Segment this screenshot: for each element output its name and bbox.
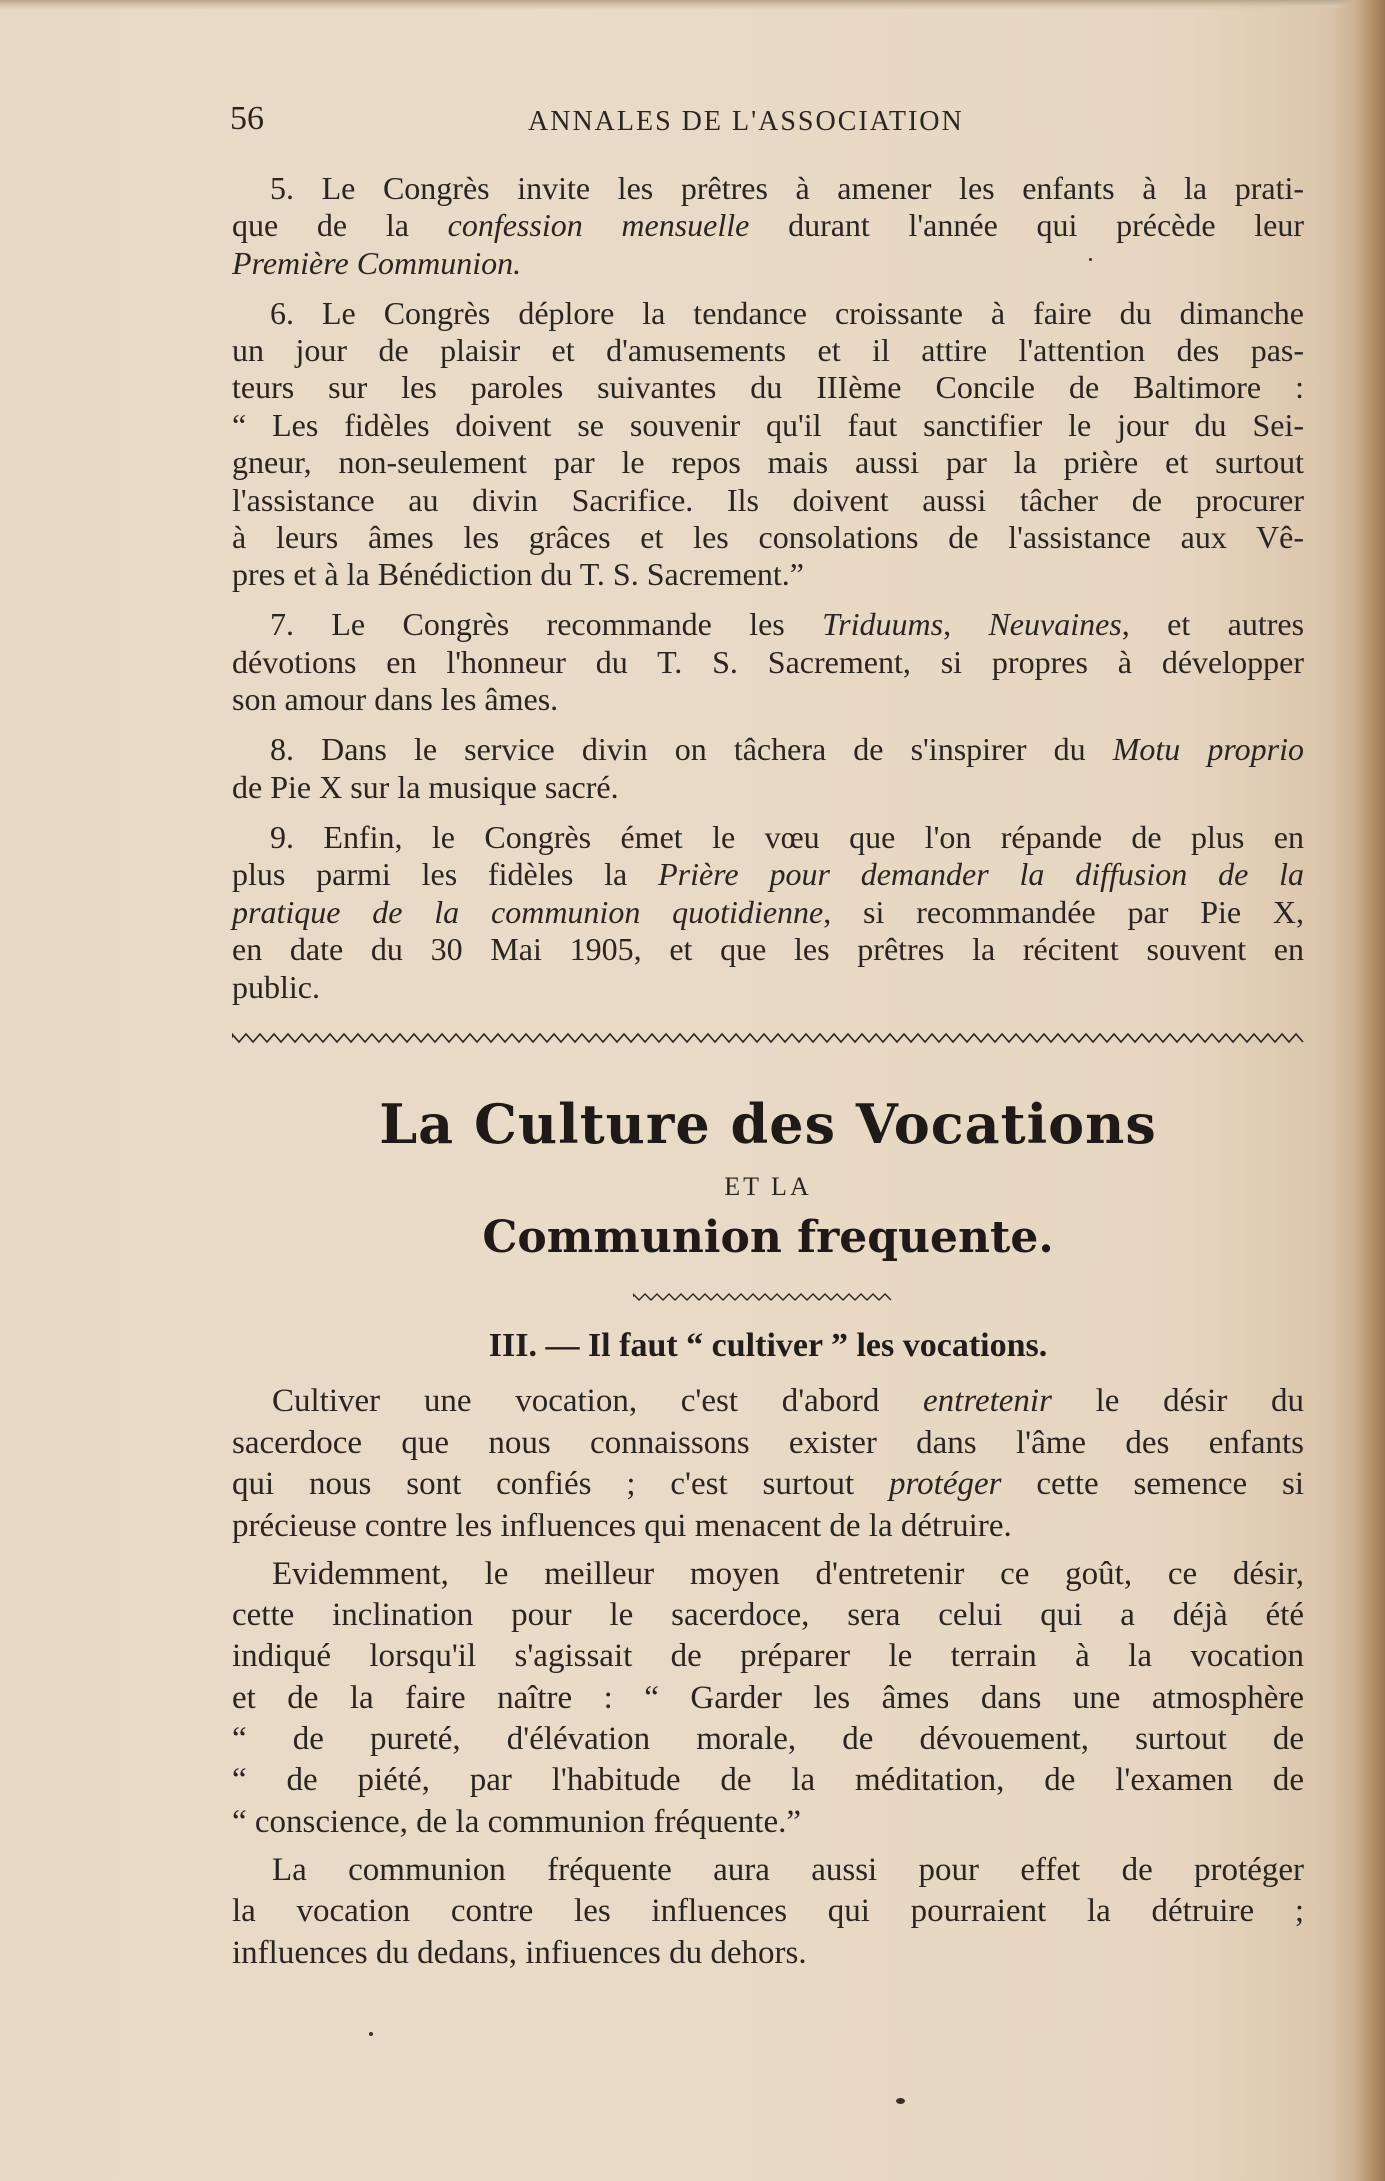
text-line: public. — [232, 969, 320, 1005]
text-line — [232, 1466, 1304, 1502]
text-line — [232, 207, 1304, 243]
text-line: “ conscience, de la communion fréquente.” — [232, 1804, 801, 1840]
text-line: influences du dedans, infiuences du dehors. — [232, 1935, 807, 1971]
italic-run: confession mensuelle — [447, 207, 750, 243]
text-run: qui nous sont confiés ; c'est surtout — [232, 1466, 890, 1502]
text-line: l'assistance au divin Sacrifice. Ils doivent aussi tâcher de procurer — [232, 482, 1304, 518]
text-line: sacerdoce que nous connaissons exister dans l'âme des enfants — [232, 1425, 1304, 1461]
text-run: que de la — [232, 207, 448, 243]
italic-run: Motu proprio — [1112, 731, 1305, 767]
italic-run: Prière pour demander la diffusion de la — [658, 856, 1305, 892]
text-line — [232, 245, 1304, 281]
text-line: en date du 30 Mai 1905, et que les prêtres la récitent souvent en — [232, 931, 1304, 967]
text-line: indiqué lorsqu'il s'agissait de préparer le terrain à la vocation — [232, 1638, 1304, 1674]
ornamental-rule — [232, 1030, 1304, 1046]
ink-speck — [369, 2032, 373, 2036]
text-line: gneur, non-seulement par le repos mais aussi par la prière et surtout — [232, 444, 1304, 480]
text-line: 5. Le Congrès invite les prêtres à amener les enfants à la prati- — [270, 170, 1304, 206]
text-run: , et autres — [1121, 606, 1305, 642]
text-line — [232, 856, 1304, 892]
text-run: , — [943, 606, 989, 642]
ink-speck — [896, 2098, 905, 2104]
text-line: la vocation contre les influences qui pourraient la détruire ; — [232, 1893, 1304, 1929]
text-run: durant l'année qui précède leur — [749, 207, 1304, 243]
text-line: 9. Enfin, le Congrès émet le vœu que l'on répande de plus en — [270, 819, 1304, 855]
text-line: teurs sur les paroles suivantes du IIIème Concile de Baltimore : — [232, 369, 1304, 405]
text-line: “ de piété, par l'habitude de la méditation, de l'examen de — [232, 1762, 1304, 1798]
text-line: “ de pureté, d'élévation morale, de dévouement, surtout de — [232, 1721, 1304, 1757]
text-line: son amour dans les âmes. — [232, 681, 559, 717]
italic-run: pratique de la communion quotidienne — [232, 894, 824, 930]
running-title: ANNALES DE L'ASSOCIATION — [528, 106, 964, 137]
article-title-line1: La Culture des Vocations — [379, 1092, 1157, 1156]
page-number: 56 — [230, 100, 264, 137]
text-line: de Pie X sur la musique sacré. — [232, 769, 619, 805]
text-line: “ Les fidèles doivent se souvenir qu'il faut sanctifier le jour du Sei- — [232, 407, 1304, 443]
article-title-line2: Communion frequente. — [482, 1212, 1054, 1263]
text-line: cette inclination pour le sacerdoce, sera celui qui a déjà été — [232, 1597, 1304, 1633]
text-line — [232, 894, 1304, 930]
ink-speck — [1089, 258, 1092, 261]
text-run: 8. Dans le service divin on tâchera de s'inspirer du — [270, 731, 1113, 767]
text-run: 7. Le Congrès recommande les — [270, 606, 823, 642]
text-run: plus parmi les fidèles la — [232, 856, 659, 892]
page-top-edge — [0, 0, 1385, 10]
text-line: La communion fréquente aura aussi pour effet de protéger — [272, 1852, 1304, 1888]
text-line: un jour de plaisir et d'amusements et il attire l'attention des pas- — [232, 332, 1304, 368]
text-line — [270, 606, 1304, 642]
italic-run: Triduums — [822, 606, 944, 642]
italic-run: protéger — [889, 1466, 1002, 1502]
text-line: dévotions en l'honneur du T. S. Sacrement, si propres à développer — [232, 644, 1304, 680]
text-run: , si recommandée par Pie X, — [823, 894, 1305, 930]
text-line — [272, 1383, 1304, 1419]
text-line: pres et à la Bénédiction du T. S. Sacrement.” — [232, 556, 804, 592]
page-binding-edge — [1333, 0, 1385, 2181]
text-line: et de la faire naître : “ Garder les âmes dans une atmosphère — [232, 1680, 1304, 1716]
italic-run: Neuvaines — [988, 606, 1122, 642]
text-run: Cultiver une vocation, c'est d'abord — [272, 1383, 924, 1419]
text-run: cette semence si — [1001, 1466, 1305, 1502]
article-title-connector: ET LA — [724, 1172, 812, 1201]
text-line: précieuse contre les influences qui menacent de la détruire. — [232, 1508, 1012, 1544]
text-line: Evidemment, le meilleur moyen d'entretenir ce goût, ce désir, — [272, 1556, 1304, 1592]
text-run: le désir du — [1051, 1383, 1305, 1419]
text-line: à leurs âmes les grâces et les consolations de l'assistance aux Vê- — [232, 519, 1304, 555]
italic-run: entretenir — [923, 1383, 1052, 1419]
text-line — [270, 731, 1304, 767]
section-heading: III. — Il faut “ cultiver ” les vocations. — [488, 1327, 1048, 1364]
italic-run: Première Communion. — [232, 245, 522, 281]
text-line: 6. Le Congrès déplore la tendance croissante à faire du dimanche — [270, 295, 1304, 331]
ornamental-rule-small — [633, 1291, 893, 1303]
